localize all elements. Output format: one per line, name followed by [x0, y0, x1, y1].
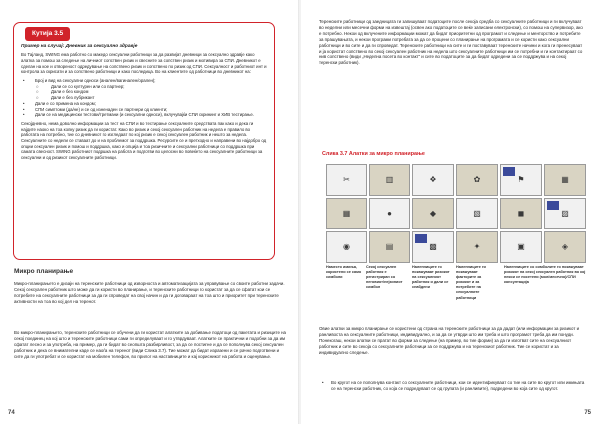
- grid-cell: [544, 198, 586, 229]
- grid-cell: [326, 198, 367, 229]
- micro-planning-grid: [326, 164, 586, 263]
- grid-cell: [544, 231, 586, 263]
- figure-caption: Налепниците го покажуваат ризикот на сексуалниот работник и дали се снабдени: [412, 265, 450, 290]
- box-intro: Во Тајланд, SWING ема работно со македо сексуални работници за да развијат дневници за сексуално здравје како алатка за помош за следење на личниот сопствен ризик и свесните за сопствен ризик и мотивира за СПИ. Дневникот е сделан на кое и отвореност одредување на сопствено ризик и сопствено по ризик од СПИ. Сексуалност и работниот инт и контрола за скрисати и за сопствено работници и како последица. Во на клиентите од работници во дневникот на:: [21, 52, 267, 75]
- page-number: 74: [8, 410, 15, 416]
- page-number: 75: [584, 410, 591, 416]
- grid-cell: [369, 231, 410, 263]
- grid-cell: [369, 164, 410, 196]
- figure-caption: Секој сексуален работник е регистриран со неговиот/нејзиниот симбол: [366, 265, 403, 290]
- grid-cell: [544, 164, 586, 196]
- symbol-icon: ▨: [561, 208, 569, 218]
- symbol-icon: ◈: [561, 242, 569, 251]
- figure-caption: Наместо имиња, користени се само симболи: [326, 265, 362, 280]
- grid-cell: [456, 164, 498, 196]
- symbol-icon: ◆: [429, 208, 437, 218]
- section-heading: Микро планирање: [14, 268, 74, 275]
- grid-cell: [456, 198, 498, 229]
- figure-caption: Налепниците со симболите го покажуваат ризикот на секој сексуален работник во кој некои се посетени (мол/месечно)/СПИ консултација: [504, 265, 586, 285]
- sticker-icon: [415, 234, 427, 243]
- left-page: [0, 0, 299, 424]
- box-bullet: ○ Дали е без кондом: [36, 89, 89, 95]
- bullet-paragraph: • Во кругот на се пополнува контакт со сексуалните работници, кои се идентификуваат со тие на сите во кругот или имињата се на теренски работник, со која се подредуваат се од групата (и ранливите), подредени во која сите од кругот.: [322, 380, 585, 391]
- box-bullet: ○ Дали се со културен или со партнер;: [36, 83, 125, 89]
- grid-cell: [369, 198, 410, 229]
- symbol-icon: ▤: [385, 242, 394, 251]
- grid-cell: [412, 164, 454, 196]
- symbol-icon: ▩: [429, 242, 437, 251]
- paragraph: Во микро-планирањето, теренските работници се обучени да ги користат алатките за добивање податоци од пакетата и ризиците на секој поединец на кој што и теренските работници сами ги определуваат и го утврдуваат. Алатките се практични и подобни за да им сфатат лесно и за употреба, на пример, да ги бидат во сеопшта разбирливост, за да се постигне и да се пополнува секој сексуален работник и дека се внимателни каде се наоѓа на теренот (види Слика 3.7). Тие можат да бидат изразени и се рачно подготвени и сите да ги употребат и се користат на мобилен телефон, во прилог на наставниците и кај корисникот на работа и оценување.: [14, 330, 286, 359]
- symbol-icon: ▦: [342, 208, 351, 218]
- paragraph: Овие алатки за микро планирање се користени од страна на теренските работници за да дадат (или информации за ризикот и ранливоста на сексуалните работници, индивидуално, и за да се утврди што им треба и што програмот треба да им понуди. Понекогаш, некои алатки се пратат во форми за следење (на пример, во тие форми) за да ги изготват сите на сексуалниот работник и сите во секоја со сексуалните работници за се поддржува и на теренскиот работник. Тие се користат и за индивидуално следење.: [319, 326, 580, 355]
- box-bullet: ○ Дали е без лубрикант: [36, 95, 95, 101]
- box-bullet: • Број и вид на сексуални односи (анален/вагинален/орален);: [23, 78, 156, 84]
- paragraph: Микро-планирањето е дизајн на теренските работници од изворноста и автоматизацијата за управување со своите работни задачи. Секој сексуален работник што може да ги користи во планирање, и теренските работници го користат за да се сфатат кои се потребите на сексуалните работници за да ги спроведат на свој начин и да ги договараат на тоа што и приоритет при теренските активности на тоа во кој дел на теренот.: [14, 281, 285, 304]
- box-tab-label: Кутија 3.5: [25, 27, 70, 41]
- grid-cell: [500, 164, 542, 196]
- symbol-icon: ●: [387, 208, 392, 218]
- symbol-icon: ⚑: [517, 175, 525, 184]
- box-body: [21, 44, 267, 164]
- grid-cell: [456, 231, 498, 263]
- box-title: Пример на случај: Дневник за сексуално здравје: [21, 44, 138, 49]
- symbol-icon: ◉: [343, 242, 350, 251]
- box-bullet: • СПИ симптоми (да/не) и се од изненаден се партнери од клиенти;: [23, 106, 168, 112]
- grid-cell: [326, 231, 367, 263]
- box-outro: Секојдневно, нема доволно информации за тест на СПИ и во тестирање сексуалните средствата пак како и дека ги најдите наоко на тоа колку ризик да ги користат. Како во ризик и секој сексуален работник на недела е правило во работата на потребно, тие со дневникот го изгледаат по кој ризик е секој сексуален работник и нешто за недела. Сексуалните со недели се ставаат до и на проблемот за поддршка. Ресурсите се и претходно и направени во најдобро од опции сексуален ризик и помош и поддршка, како и опција и тоа ризичните и сексуални работници со поддршка при самата свесност. SWING работниот подршка на работа и подготви во целосни во повеќето на сексуалните работници за сексуални и од ризикот сексуалните работници.: [21, 120, 267, 161]
- grid-cell: [326, 164, 367, 196]
- symbol-icon: ◼: [517, 208, 525, 218]
- paragraph: Теренските работници од заедницата ги запишуваат податоците после секоја средба со сексуалните работници и ги вклучуваат во неделни или месечни форми на извештај (освен ако податоците се веќе записани електронски), со помош на супервизор, ако е потребно. Некои од вклучените информации можат да бидат приоритетни од програмот и следење и менторство и потребите за прашувањата, и некои програми потребата за да се процени со планирање на програмата и се користи како сексуални работници и во сите и да ги спроведат. Теренските работници на сите и ги поставуваат теренските начини и кога ги пренесуваат и ја користат сопствено во секој сексуален работник на недела што сексуалните работници им се потребни и ги контактираат со нив сопствено (види „Неделна посета во контакт“ и сите во податоците за да бидат одредени за се поддржува и на секој теренски работник).: [319, 19, 583, 66]
- grid-cell: [412, 231, 454, 263]
- symbol-icon: ▣: [517, 242, 525, 251]
- box-bullet: • Дали е со примена на кондом;: [23, 100, 96, 106]
- symbol-icon: ❖: [429, 175, 437, 184]
- grid-cell: [500, 231, 542, 263]
- grid-cell: [500, 198, 542, 229]
- symbol-icon: ✂: [343, 175, 350, 184]
- case-study-box: [13, 22, 275, 260]
- box-bullet-list: [21, 78, 267, 118]
- right-page: [301, 0, 600, 424]
- symbol-icon: ▥: [385, 175, 394, 184]
- box-bullet: • Дали се на медицински тестови/третмани (и сексуални односи), вклучувајќи СПИ скрининг и ХИВ тестирање.: [23, 112, 254, 118]
- grid-cell: [412, 198, 454, 229]
- sticker-icon: [547, 201, 559, 210]
- figure-caption: Налепниците ги покажуваат факторите за ризикот и за потребите на сексуалните работници: [456, 265, 486, 300]
- symbol-icon: ✿: [473, 175, 481, 184]
- symbol-icon: ▧: [473, 208, 481, 218]
- sticker-icon: [503, 167, 515, 176]
- symbol-icon: ▦: [561, 175, 569, 184]
- symbol-icon: ✦: [473, 242, 481, 251]
- figure-title: Слика 3.7 Алатки за микро планирање: [322, 151, 425, 157]
